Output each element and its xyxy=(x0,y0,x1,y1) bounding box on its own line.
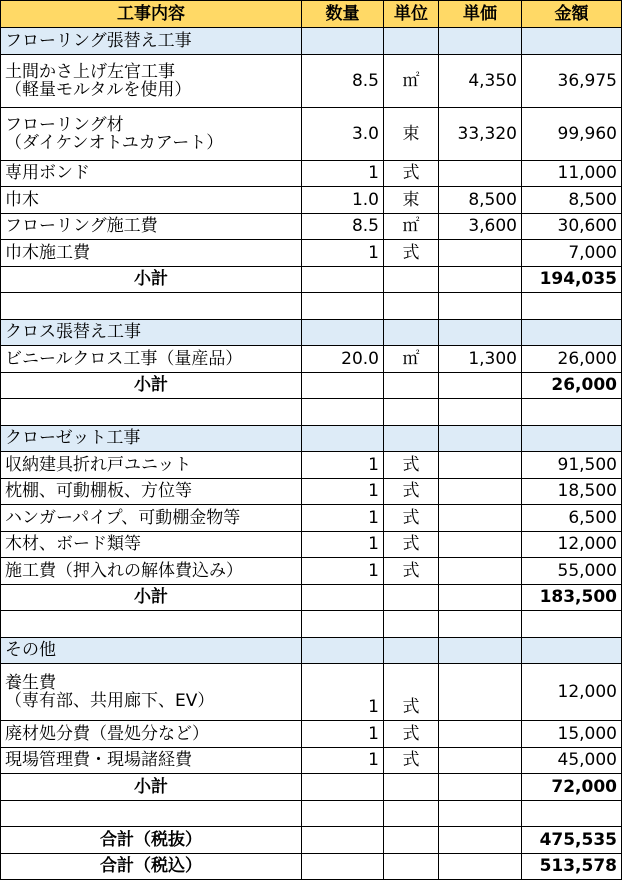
table-row xyxy=(1,54,622,107)
item-name xyxy=(1,187,302,214)
subtotal-label: 小計 xyxy=(1,774,302,801)
empty-cell xyxy=(384,399,439,426)
section-row xyxy=(1,425,622,452)
empty-cell xyxy=(384,293,439,320)
item-unit: 式 xyxy=(384,747,439,774)
item-name-line: 土間かさ上げ左官工事 xyxy=(5,61,175,82)
item-name-line: （専有部、共用廊下、EV） xyxy=(5,691,215,711)
item-name-line: 巾木施工費 xyxy=(5,242,90,263)
empty-cell xyxy=(384,584,439,611)
total-row xyxy=(1,827,622,854)
section-empty-cell xyxy=(439,637,522,664)
empty-cell xyxy=(302,853,384,880)
item-name xyxy=(1,346,302,373)
table-row xyxy=(1,558,622,585)
header-qty: 数量 xyxy=(302,1,384,28)
section-row xyxy=(1,319,622,346)
item-name xyxy=(1,240,302,267)
item-qty: 8.5 xyxy=(302,54,384,107)
subtotal-row xyxy=(1,266,622,293)
subtotal-amount: 72,000 xyxy=(522,774,622,801)
item-price: 4,350 xyxy=(439,54,522,107)
item-name xyxy=(1,664,302,721)
item-amount: 36,975 xyxy=(522,54,622,107)
item-price xyxy=(439,664,522,721)
spacer-row xyxy=(1,800,622,827)
header-row xyxy=(1,1,622,28)
item-price: 33,320 xyxy=(439,107,522,160)
section-empty-cell xyxy=(439,425,522,452)
item-qty: 1 xyxy=(302,531,384,558)
item-amount: 30,600 xyxy=(522,213,622,240)
table-row xyxy=(1,747,622,774)
item-price xyxy=(439,747,522,774)
total-label: 合計（税抜） xyxy=(1,827,302,854)
total-row xyxy=(1,853,622,880)
item-qty: 1 xyxy=(302,478,384,505)
estimate-body xyxy=(1,28,622,880)
empty-cell xyxy=(1,611,302,638)
item-name-line: 木材、ボード類等 xyxy=(5,534,141,555)
item-unit: ㎡ xyxy=(384,213,439,240)
empty-cell xyxy=(439,853,522,880)
section-row xyxy=(1,637,622,664)
item-name-line: ハンガーパイプ、可動棚金物等 xyxy=(5,507,241,528)
item-name-line: フローリング施工費 xyxy=(5,216,158,237)
table-row xyxy=(1,213,622,240)
item-name xyxy=(1,558,302,585)
item-price xyxy=(439,505,522,532)
empty-cell xyxy=(1,800,302,827)
table-row xyxy=(1,107,622,160)
subtotal-row xyxy=(1,774,622,801)
item-name-line: 巾木 xyxy=(5,189,39,210)
spacer-row xyxy=(1,399,622,426)
item-qty: 1 xyxy=(302,160,384,187)
section-empty-cell xyxy=(522,319,622,346)
item-unit: ㎡ xyxy=(384,346,439,373)
item-unit: 式 xyxy=(384,531,439,558)
subtotal-label: 小計 xyxy=(1,266,302,293)
item-qty: 1 xyxy=(302,452,384,479)
item-amount: 91,500 xyxy=(522,452,622,479)
item-unit: 式 xyxy=(384,505,439,532)
item-qty: 1 xyxy=(302,747,384,774)
empty-cell xyxy=(522,293,622,320)
item-qty: 1 xyxy=(302,240,384,267)
item-qty: 1 xyxy=(302,505,384,532)
empty-cell xyxy=(302,399,384,426)
empty-cell xyxy=(384,827,439,854)
item-price: 3,600 xyxy=(439,213,522,240)
header-item: 工事内容 xyxy=(1,1,302,28)
item-unit: 式 xyxy=(384,664,439,721)
item-name-line: ビニールクロス工事（量産品） xyxy=(5,348,243,369)
item-amount: 26,000 xyxy=(522,346,622,373)
header-unit: 単位 xyxy=(384,1,439,28)
empty-cell xyxy=(384,774,439,801)
item-unit: 束 xyxy=(384,187,439,214)
item-name-line: 養生費 xyxy=(5,673,56,693)
subtotal-row xyxy=(1,584,622,611)
empty-cell xyxy=(302,266,384,293)
header-price: 単価 xyxy=(439,1,522,28)
item-amount: 18,500 xyxy=(522,478,622,505)
section-empty-cell xyxy=(302,28,384,55)
item-amount: 8,500 xyxy=(522,187,622,214)
item-amount: 7,000 xyxy=(522,240,622,267)
table-row xyxy=(1,505,622,532)
header-amount: 金額 xyxy=(522,1,622,28)
item-qty: 1 xyxy=(302,664,384,721)
section-empty-cell xyxy=(384,28,439,55)
empty-cell xyxy=(439,399,522,426)
empty-cell xyxy=(1,293,302,320)
empty-cell xyxy=(384,266,439,293)
spacer-row xyxy=(1,293,622,320)
section-empty-cell xyxy=(302,319,384,346)
section-empty-cell xyxy=(302,637,384,664)
empty-cell xyxy=(1,399,302,426)
item-price xyxy=(439,160,522,187)
empty-cell xyxy=(522,611,622,638)
item-price xyxy=(439,240,522,267)
item-unit: 式 xyxy=(384,558,439,585)
section-empty-cell xyxy=(439,319,522,346)
empty-cell xyxy=(302,372,384,399)
item-name-line: 廃材処分費（畳処分など） xyxy=(5,723,209,744)
empty-cell xyxy=(384,800,439,827)
item-name-line: （軽量モルタルを使用） xyxy=(5,79,192,100)
section-empty-cell xyxy=(522,425,622,452)
item-qty: 20.0 xyxy=(302,346,384,373)
subtotal-amount: 183,500 xyxy=(522,584,622,611)
item-amount: 55,000 xyxy=(522,558,622,585)
item-name-line: フローリング材 xyxy=(5,114,124,135)
total-label: 合計（税込） xyxy=(1,853,302,880)
empty-cell xyxy=(522,399,622,426)
item-unit: 式 xyxy=(384,721,439,748)
item-name xyxy=(1,747,302,774)
total-amount: 475,535 xyxy=(522,827,622,854)
table-row xyxy=(1,346,622,373)
item-price: 8,500 xyxy=(439,187,522,214)
section-empty-cell xyxy=(522,637,622,664)
empty-cell xyxy=(439,266,522,293)
section-title: クローゼット工事 xyxy=(1,425,302,452)
empty-cell xyxy=(439,774,522,801)
empty-cell xyxy=(302,827,384,854)
item-price xyxy=(439,721,522,748)
section-title: クロス張替え工事 xyxy=(1,319,302,346)
item-qty: 3.0 xyxy=(302,107,384,160)
table-row xyxy=(1,721,622,748)
empty-cell xyxy=(302,611,384,638)
item-name xyxy=(1,107,302,160)
table-row xyxy=(1,160,622,187)
table-row xyxy=(1,187,622,214)
empty-cell xyxy=(439,800,522,827)
item-name-line: 施工費（押入れの解体費込み） xyxy=(5,560,243,581)
empty-cell xyxy=(522,800,622,827)
item-unit: 式 xyxy=(384,478,439,505)
item-amount: 6,500 xyxy=(522,505,622,532)
section-empty-cell xyxy=(384,425,439,452)
item-amount: 11,000 xyxy=(522,160,622,187)
empty-cell xyxy=(384,372,439,399)
section-empty-cell xyxy=(522,28,622,55)
empty-cell xyxy=(439,372,522,399)
item-price: 1,300 xyxy=(439,346,522,373)
item-amount: 12,000 xyxy=(522,531,622,558)
spacer-row xyxy=(1,611,622,638)
item-name-line: 収納建具折れ戸ユニット xyxy=(5,454,192,475)
section-empty-cell xyxy=(302,425,384,452)
item-name xyxy=(1,505,302,532)
item-name xyxy=(1,478,302,505)
item-amount: 15,000 xyxy=(522,721,622,748)
item-name xyxy=(1,531,302,558)
item-unit: ㎡ xyxy=(384,54,439,107)
subtotal-amount: 26,000 xyxy=(522,372,622,399)
item-qty: 1 xyxy=(302,721,384,748)
item-name-line: 枕棚、可動棚板、方位等 xyxy=(5,481,192,502)
empty-cell xyxy=(439,584,522,611)
empty-cell xyxy=(439,293,522,320)
subtotal-label: 小計 xyxy=(1,584,302,611)
section-row xyxy=(1,28,622,55)
item-name xyxy=(1,721,302,748)
empty-cell xyxy=(302,293,384,320)
total-amount: 513,578 xyxy=(522,853,622,880)
section-title: その他 xyxy=(1,637,302,664)
empty-cell xyxy=(302,584,384,611)
item-unit: 式 xyxy=(384,240,439,267)
table-row xyxy=(1,452,622,479)
item-name xyxy=(1,452,302,479)
empty-cell xyxy=(439,827,522,854)
section-empty-cell xyxy=(439,28,522,55)
section-empty-cell xyxy=(384,319,439,346)
item-qty: 1.0 xyxy=(302,187,384,214)
item-unit: 式 xyxy=(384,160,439,187)
item-price xyxy=(439,478,522,505)
subtotal-amount: 194,035 xyxy=(522,266,622,293)
item-name-line: 現場管理費・現場諸経費 xyxy=(5,750,192,771)
item-qty: 1 xyxy=(302,558,384,585)
item-name xyxy=(1,54,302,107)
table-row xyxy=(1,664,622,721)
table-row xyxy=(1,478,622,505)
section-empty-cell xyxy=(384,637,439,664)
empty-cell xyxy=(302,774,384,801)
item-amount: 99,960 xyxy=(522,107,622,160)
item-amount: 45,000 xyxy=(522,747,622,774)
empty-cell xyxy=(302,800,384,827)
empty-cell xyxy=(384,853,439,880)
item-amount: 12,000 xyxy=(522,664,622,721)
table-row xyxy=(1,240,622,267)
subtotal-row xyxy=(1,372,622,399)
item-name xyxy=(1,213,302,240)
section-title: フローリング張替え工事 xyxy=(1,28,302,55)
item-name-line: （ダイケンオトユカアート） xyxy=(5,132,224,153)
item-price xyxy=(439,558,522,585)
item-price xyxy=(439,452,522,479)
subtotal-label: 小計 xyxy=(1,372,302,399)
table-row xyxy=(1,531,622,558)
empty-cell xyxy=(384,611,439,638)
item-unit: 式 xyxy=(384,452,439,479)
item-qty: 8.5 xyxy=(302,213,384,240)
item-unit: 束 xyxy=(384,107,439,160)
empty-cell xyxy=(439,611,522,638)
item-name-line: 専用ボンド xyxy=(5,163,90,184)
item-name xyxy=(1,160,302,187)
item-price xyxy=(439,531,522,558)
